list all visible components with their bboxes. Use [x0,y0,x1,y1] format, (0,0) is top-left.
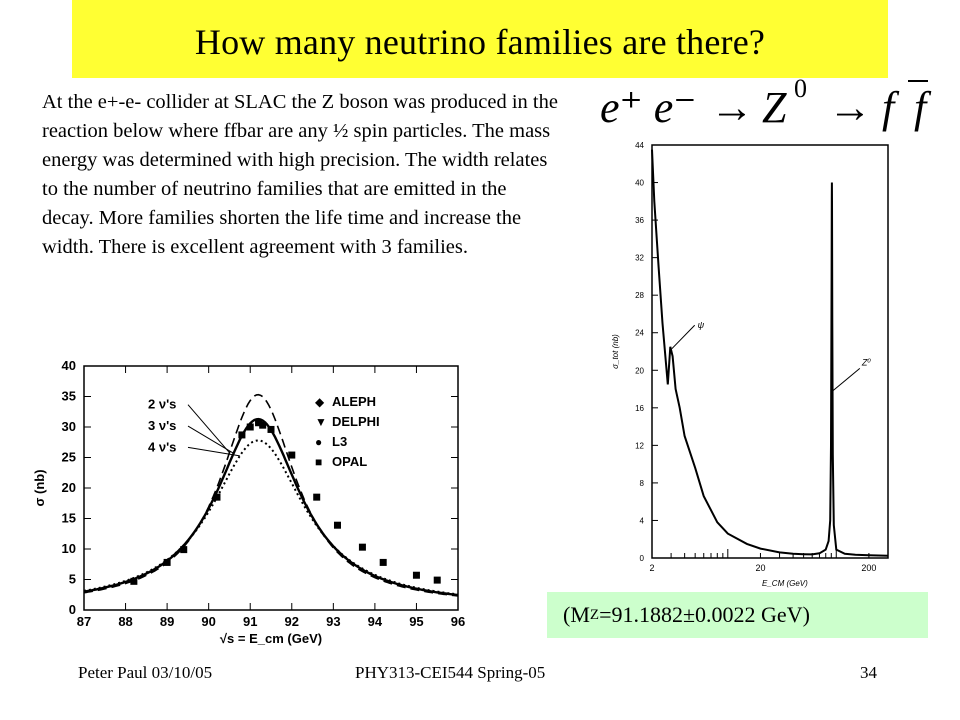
y-tick-label: 20 [635,366,644,376]
z-mass-box [547,592,928,638]
formula-f: f [882,83,895,132]
y-tick-label: 20 [61,480,76,495]
y-tick-label: 8 [639,478,644,488]
annotation-arrow [188,447,240,455]
x-tick-label: 90 [201,614,216,629]
data-point [288,452,295,459]
footer-author: Peter Paul 03/10/05 [78,663,213,682]
y-tick-label: 0 [68,602,76,617]
x-tick-label: 92 [284,614,300,629]
footer-page-number: 34 [860,663,877,682]
x-axis-label: √s = E_cm (GeV) [219,631,323,646]
legend-label: OPAL [332,454,368,469]
y-tick-label: 4 [639,516,644,526]
mass-subscript: Z [589,606,600,623]
data-point [180,546,187,553]
data-point [434,577,441,584]
formula-ee: e⁺ e⁻ [600,83,697,132]
footer-course: PHY313-CEI544 Spring-05 [355,663,546,682]
y-tick-label: 35 [61,388,76,404]
z0-arrow [833,368,860,391]
y-tick-label: 0 [639,554,644,563]
z0-annotation: Z⁰ [861,357,871,368]
title-banner [72,0,888,78]
y-axis-label: σ_tot (nb) [611,334,620,369]
z-lineshape-chart [30,358,490,648]
data-point [359,544,366,551]
mass-value: =91.1882±0.0022 GeV) [599,602,810,627]
legend-marker: ■ [315,455,323,469]
cross-section-line [652,150,888,556]
psi-arrow [672,325,695,348]
data-point [130,578,137,585]
y-tick-label: 10 [61,541,76,556]
series-line-dotted [84,440,458,594]
y-tick-label: 32 [635,253,644,263]
y-tick-label: 24 [635,328,644,338]
data-point [313,494,320,501]
formula-z-sup: 0 [794,74,807,103]
data-point [213,494,220,501]
slide-title: How many neutrino families are there? [194,22,766,62]
formula-bar-line [908,80,928,82]
series-line-dashed [84,395,458,596]
y-tick-label: 36 [635,216,644,226]
formula-fbar: f [914,83,927,132]
y-tick-label: 44 [635,141,644,150]
data-point [259,422,266,429]
curve-annotation: 2 ν's [148,396,177,412]
data-point [247,424,254,431]
total-cross-section-chart [600,125,910,595]
formula-arrow-1: → [710,83,754,132]
x-tick-label: 200 [861,563,877,573]
plot-frame [652,145,888,558]
x-tick-label: 87 [76,614,92,629]
x-tick-label: 95 [409,614,424,629]
x-tick-label: 2 [649,563,655,573]
x-tick-label: 96 [450,614,466,629]
psi-annotation: ψ [697,320,705,331]
x-axis-label: E_CM (GeV) [762,579,808,588]
y-tick-label: 12 [635,441,644,451]
plot-frame [84,366,458,610]
formula-z: Z [762,83,787,132]
annotation-arrow [188,405,229,453]
data-point [380,559,387,566]
mass-prefix: (M [563,602,590,627]
y-tick-label: 5 [68,571,76,587]
data-point [164,559,171,566]
legend-label: ALEPH [332,394,377,409]
legend-label: DELPHI [332,414,380,429]
legend-label: L3 [332,434,348,449]
series-line-solid [84,419,458,595]
legend-marker: ▼ [315,415,327,429]
y-tick-label: 40 [61,358,76,373]
x-tick-label: 89 [159,614,175,629]
x-tick-label: 91 [242,614,258,629]
x-tick-label: 93 [326,614,341,629]
x-tick-label: 88 [118,614,133,629]
y-tick-label: 30 [61,419,76,434]
formula-arrow-2: → [828,83,872,132]
curve-annotation: 4 ν's [148,439,177,455]
y-tick-label: 40 [635,178,644,188]
data-point [334,522,341,529]
y-axis-label: σ (nb) [32,469,47,507]
curve-annotation: 3 ν's [148,418,177,434]
y-tick-label: 25 [61,449,76,465]
data-point [413,572,420,579]
annotation-arrow [188,426,234,453]
legend-marker: ◆ [315,395,325,409]
data-point [238,431,245,438]
legend-marker: ● [315,435,323,449]
y-tick-label: 15 [61,510,76,526]
y-tick-label: 28 [635,291,644,301]
body-paragraph: At the e+-e- collider at SLAC the Z boson was produced in the reaction below where ffbar are any ½ spin particles. The mass energy was determined with high precision. The width relates to the number of neutrino families that are emitted in the decay. More families shorten the life time and increase the width. There is excellent agreement with 3 families. [42,91,558,258]
data-point [268,426,275,433]
y-tick-label: 16 [635,403,644,413]
x-tick-label: 20 [755,563,766,573]
x-tick-label: 94 [367,614,383,629]
